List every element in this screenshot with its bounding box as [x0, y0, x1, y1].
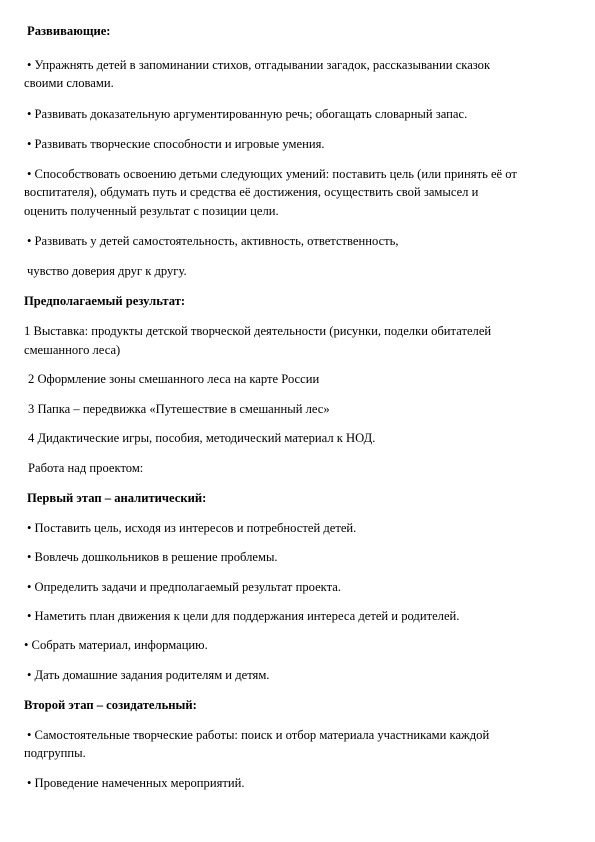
list-item-line: • Собрать материал, информацию.: [24, 638, 208, 652]
list-item-line: • Развивать у детей самостоятельность, активность, ответственность,: [27, 234, 399, 248]
heading-expected-result: Предполагаемый результат:: [24, 294, 186, 308]
list-item-line: чувство доверия друг к другу.: [27, 264, 187, 278]
work-label: Работа над проектом:: [28, 461, 144, 475]
heading-stage-two: Второй этап – созидательный:: [24, 698, 197, 712]
list-item-line: 3 Папка – передвижка «Путешествие в смешанный лес»: [28, 402, 330, 416]
list-item-line: • Самостоятельные творческие работы: поиск и отбор материала участниками каждой: [27, 728, 490, 742]
list-item-line: • Наметить план движения к цели для поддержания интереса детей и родителей.: [27, 609, 460, 623]
list-item-line: • Проведение намеченных мероприятий.: [27, 776, 245, 790]
list-item-line: 1 Выставка: продукты детской творческой деятельности (рисунки, поделки обитателей: [24, 324, 492, 338]
list-item-line: • Вовлечь дошкольников в решение проблемы.: [27, 550, 278, 564]
heading-developmental: Развивающие:: [27, 24, 111, 38]
list-item-line: • Развивать творческие способности и игровые умения.: [27, 137, 325, 151]
list-item-line: • Способствовать освоению детьми следующих умений: поставить цель (или принять её от: [27, 167, 517, 181]
list-item-line: смешанного леса): [24, 343, 121, 357]
list-item-line: оценить полученный результат с позиции цели.: [24, 204, 279, 218]
list-item-line: • Определить задачи и предполагаемый результат проекта.: [27, 580, 342, 594]
list-item-line: подгруппы.: [24, 746, 86, 760]
list-item-line: • Поставить цель, исходя из интересов и потребностей детей.: [27, 521, 357, 535]
list-item-line: • Развивать доказательную аргументированную речь; обогащать словарный запас.: [27, 107, 468, 121]
list-item-line: своими словами.: [24, 76, 114, 90]
heading-stage-one: Первый этап – аналитический:: [27, 491, 207, 505]
list-item-line: 2 Оформление зоны смешанного леса на карте России: [28, 372, 320, 386]
list-item-line: • Упражнять детей в запоминании стихов, отгадывании загадок, рассказывании сказок: [27, 58, 491, 72]
list-item-line: 4 Дидактические игры, пособия, методический материал к НОД.: [28, 431, 376, 445]
list-item-line: • Дать домашние задания родителям и детям.: [27, 668, 270, 682]
list-item-line: воспитателя), обдумать путь и средства её достижения, осуществить свой замысел и: [24, 185, 479, 199]
